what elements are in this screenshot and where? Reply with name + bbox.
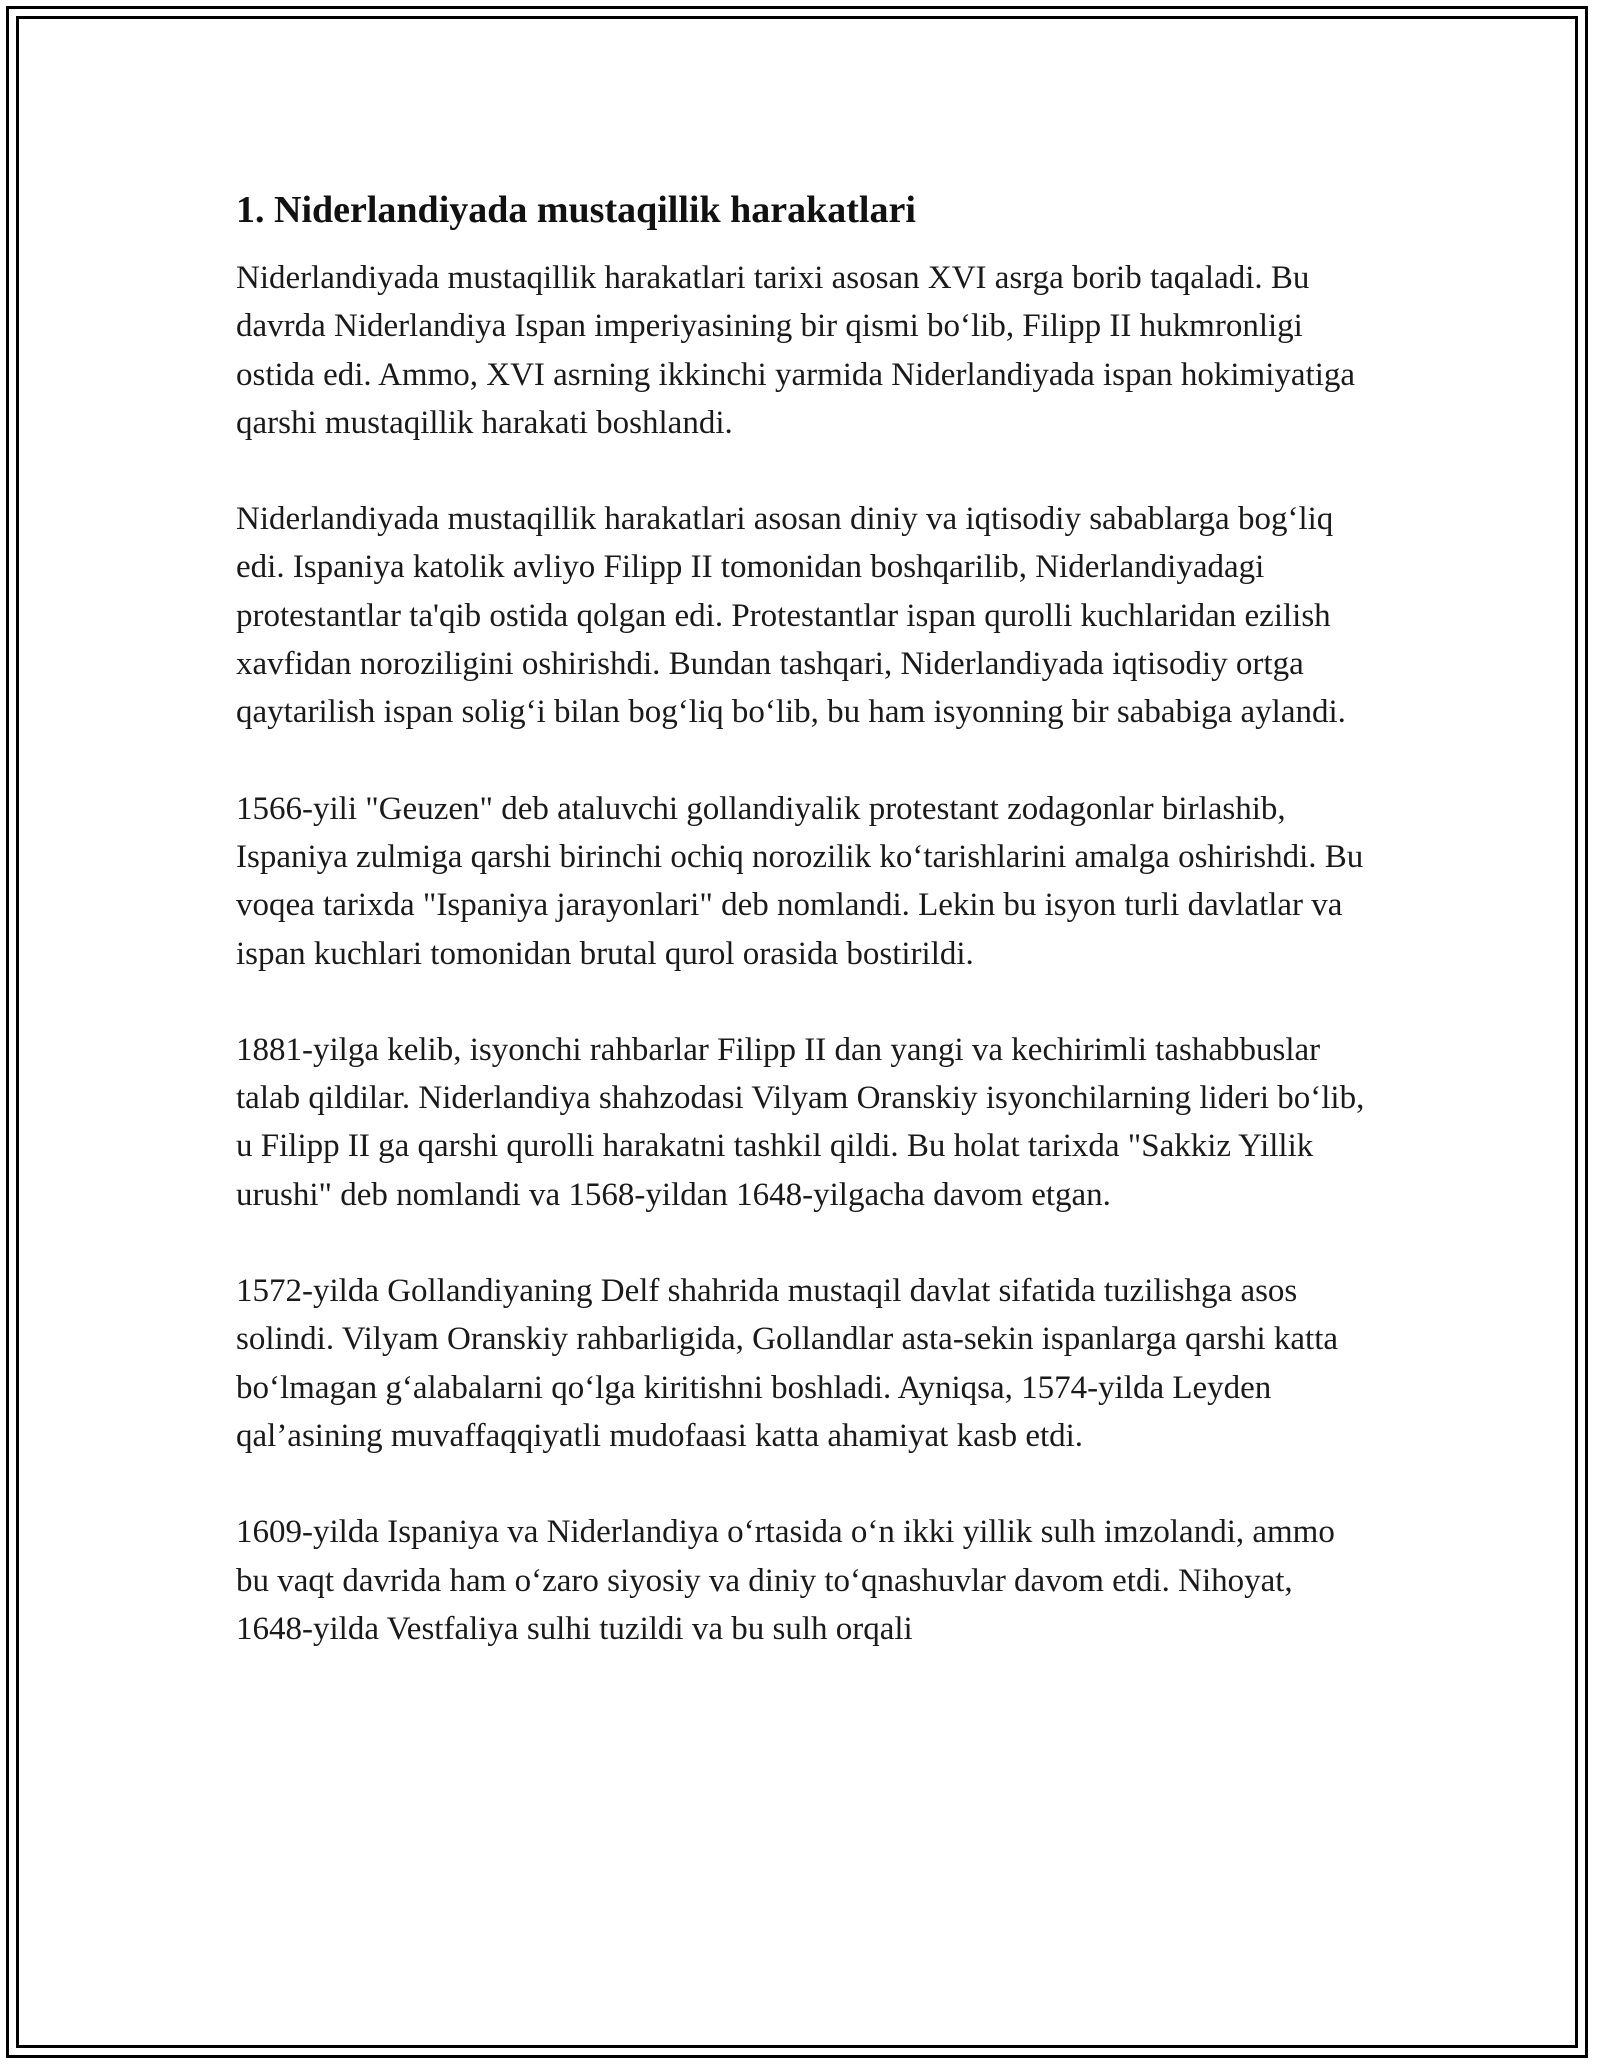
section-heading: 1. Niderlandiyada mustaqillik harakatlari (236, 189, 916, 231)
document-body (236, 184, 1366, 1653)
paragraph-3: 1566-yili "Geuzen" deb ataluvchi gollandiyalik protestant zodagonlar birlashib, Ispaniya zulmiga qarshi birinchi ochiq norozilik ko‘tarishlarini amalga oshirishdi. Bu voqea tarixda "Ispaniya jarayonlari" deb nomlandi. Lekin bu isyon turli davlatlar va ispan kuchlari tomonidan brutal qurol orasida bostirildi. (236, 790, 1364, 972)
paragraph-1: Niderlandiyada mustaqillik harakatlari tarixi asosan XVI asrga borib taqaladi. Bu davrda Niderlandiya Ispan imperiyasining bir qismi bo‘lib, Filipp II hukmronligi ostida edi. Ammo, XVI asrning ikkinchi yarmida Niderlandiyada ispan hokimiyatiga qarshi mustaqillik harakati boshlandi. (236, 260, 1356, 441)
paragraph-6: 1609-yilda Ispaniya va Niderlandiya o‘rtasida o‘n ikki yillik sulh imzolandi, ammo bu vaqt davrida ham o‘zaro siyosiy va diniy to‘qnashuvlar davom etdi. Nihoyat, 1648-yilda Vestfaliya sulhi tuzildi va bu sulh orqali (236, 1514, 1335, 1647)
paragraph-4: 1881-yilga kelib, isyonchi rahbarlar Filipp II dan yangi va kechirimli tashabbuslar talab qildilar. Niderlandiya shahzodasi Vilyam Oranskiy isyonchilarning lideri bo‘lib, u Filipp II ga qarshi qurolli harakatni tashkil qildi. Bu holat tarixda "Sakkiz Yillik urushi" deb nomlandi va 1568-yildan 1648-yilgacha davom etgan. (236, 1031, 1365, 1213)
paragraph-2: Niderlandiyada mustaqillik harakatlari asosan diniy va iqtisodiy sabablarga bog‘liq edi. Ispaniya katolik avliyo Filipp II tomonidan boshqarilib, Niderlandiyadagi protestantlar ta'qib ostida qolgan edi. Protestantlar ispan qurolli kuchlaridan ezilish xavfidan noroziligini oshirishdi. Bundan tashqari, Niderlandiyada iqtisodiy ortga qaytarilish ispan solig‘i bilan bog‘liq bo‘lib, bu ham isyonning bir sababiga aylandi. (236, 501, 1346, 731)
paragraph-5: 1572-yilda Gollandiyaning Delf shahrida mustaqil davlat sifatida tuzilishga asos solindi. Vilyam Oranskiy rahbarligida, Gollandlar asta-sekin ispanlarga qarshi katta bo‘lmagan g‘alabalarni qo‘lga kiritishni boshladi. Ayniqsa, 1574-yilda Leyden qal’asining muvaffaqqiyatli mudofaasi katta ahamiyat kasb etdi. (236, 1273, 1339, 1454)
